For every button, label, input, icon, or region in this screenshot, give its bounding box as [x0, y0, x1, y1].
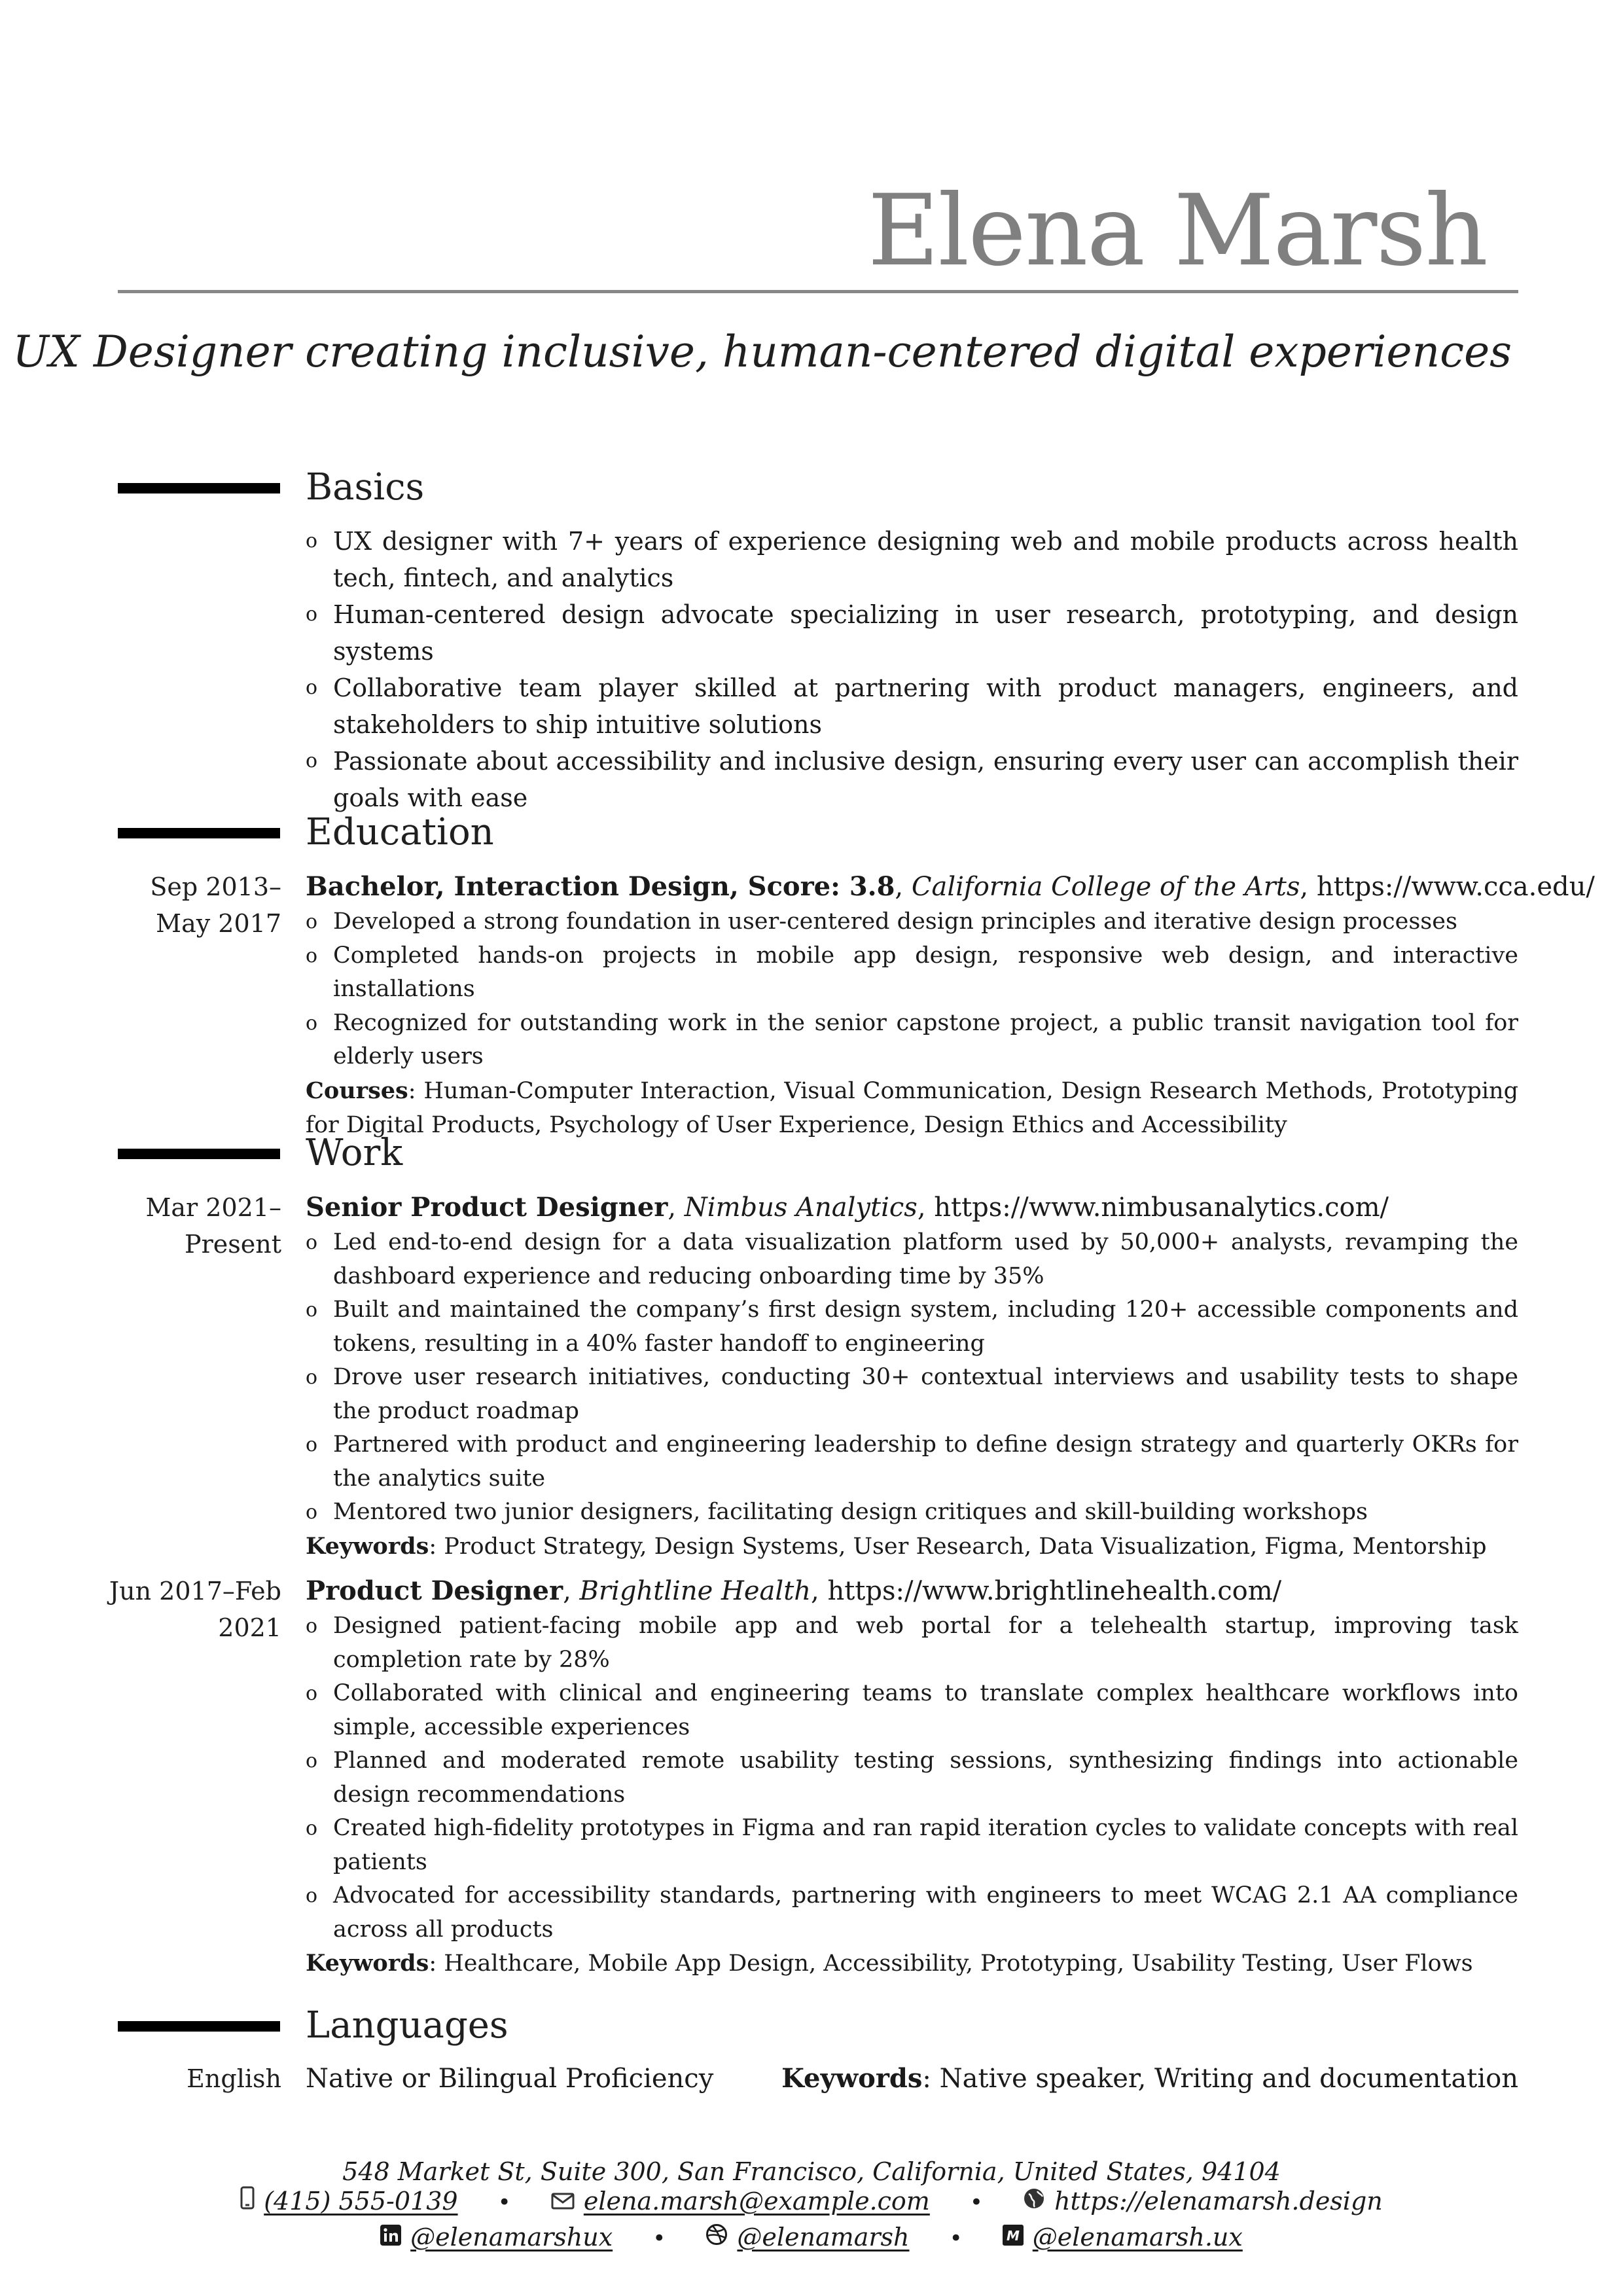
company-url[interactable]: https://www.brightlinehealth.com/: [827, 1576, 1282, 1606]
work-highlights: [306, 1609, 1518, 1946]
header-divider: [118, 290, 1518, 293]
language-fluency: Native or Bilingual Proficiency: [306, 2064, 714, 2094]
language-name: English: [187, 2064, 281, 2093]
envelope-icon: [551, 2187, 575, 2215]
globe-icon: [1023, 2187, 1045, 2215]
section-title-basics: Basics: [306, 466, 425, 509]
list-item: o Planned and moderated remote usability testing sessions, synthesizing findings into actionable design recommendations: [306, 1748, 1518, 1808]
linkedin-link[interactable]: @elenamarshux: [380, 2223, 613, 2251]
list-item: o Collaborated with clinical and engineering teams to translate complex healthcare workflows into simple, accessible experiences: [306, 1680, 1518, 1740]
list-item: o Mentored two junior designers, facilitating design critiques and skill-building workshops: [306, 1499, 1368, 1525]
list-item: o Collaborative team player skilled at partnering with product managers, engineers, and stakeholders to ship intuitive solutions: [306, 673, 1518, 739]
list-item: o Drove user research initiatives, conducting 30+ contextual interviews and usability tests to shape the product roadmap: [306, 1364, 1518, 1424]
section-title-languages: Languages: [306, 2004, 508, 2047]
candidate-name: Elena Marsh: [867, 174, 1487, 288]
work-heading: Senior Product Designer, Nimbus Analytics, https://www.nimbusanalytics.com/: [306, 1192, 1389, 1223]
work-keywords: Keywords: Healthcare, Mobile App Design, Accessibility, Prototyping, Usability Testing, User Flows: [306, 1950, 1473, 1977]
section-bar: [118, 483, 280, 493]
website-link[interactable]: https://elenamarsh.design: [1023, 2187, 1383, 2215]
list-item: o Designed patient-facing mobile app and web portal for a telehealth startup, improving task completion rate by 28%: [306, 1613, 1518, 1673]
list-item: o Developed a strong foundation in user-centered design principles and iterative design processes: [306, 908, 1457, 935]
dribbble-icon: [705, 2223, 728, 2251]
list-item: o Partnered with product and engineering leadership to define design strategy and quarterly OKRs for the analytics suite: [306, 1431, 1518, 1492]
education-heading: Bachelor, Interaction Design, Score: 3.8, California College of the Arts, https://www.cca.edu/: [306, 871, 1595, 902]
list-item: o Passionate about accessibility and inclusive design, ensuring every user can accomplish their goals with ease: [306, 747, 1518, 812]
section-bar: [118, 1149, 280, 1159]
medium-icon: [1003, 2223, 1024, 2251]
section-title-work: Work: [306, 1132, 403, 1174]
list-item: o Completed hands-on projects in mobile app design, responsive web design, and interactive installations: [306, 942, 1518, 1002]
separator-dot: •: [497, 2189, 511, 2215]
list-item: o Advocated for accessibility standards, partnering with engineers to meet WCAG 2.1 AA compliance across all products: [306, 1882, 1518, 1943]
work-entry: [306, 1573, 1518, 1981]
dribbble-link[interactable]: @elenamarsh: [705, 2223, 909, 2251]
email-link[interactable]: elena.marsh@example.com: [551, 2187, 930, 2215]
list-item: o UX designer with 7+ years of experience designing web and mobile products across health tech, fintech, and analytics: [306, 527, 1518, 592]
phone-link[interactable]: (415) 555-0139: [240, 2186, 457, 2215]
list-item: o Created high-fidelity prototypes in Figma and ran rapid iteration cycles to validate concepts with real patients: [306, 1815, 1518, 1875]
language-keywords: Keywords: Native speaker, Writing and documentation: [781, 2063, 1518, 2094]
separator-dot: •: [949, 2225, 963, 2251]
contact-row: [0, 2186, 1623, 2215]
medium-link[interactable]: M @elenamarsh.ux: [1003, 2223, 1243, 2251]
svg-text:M: M: [1006, 2228, 1020, 2244]
section-title-education: Education: [306, 811, 494, 853]
education-url[interactable]: https://www.cca.edu/: [1316, 872, 1595, 902]
basics-list: [306, 523, 1518, 816]
list-item: o Human-centered design advocate specializing in user research, prototyping, and design systems: [306, 600, 1518, 666]
linkedin-icon: [380, 2223, 401, 2251]
list-item: o Recognized for outstanding work in the senior capstone project, a public transit navigation tool for elderly users: [306, 1009, 1518, 1069]
tagline: UX Designer creating inclusive, human-centered digital experiences: [12, 327, 1512, 377]
separator-dot: •: [969, 2189, 983, 2215]
work-entry: [306, 1189, 1518, 1564]
work-dates: Jun 2017–Feb 2021: [109, 1577, 281, 1642]
section-bar: [118, 828, 280, 838]
work-keywords: Keywords: Product Strategy, Design Systems, User Research, Data Visualization, Figma, Mentorship: [306, 1532, 1487, 1560]
address: 548 Market St, Suite 300, San Francisco, California, United States, 94104: [342, 2157, 1281, 2186]
work-dates: Mar 2021– Present: [145, 1193, 281, 1259]
work-heading: Product Designer, Brightline Health, https://www.brightlinehealth.com/: [306, 1575, 1282, 1606]
phone-icon: [240, 2186, 255, 2215]
section-bar: [118, 2021, 280, 2032]
education-courses: Courses: Human-Computer Interaction, Visual Communication, Design Research Methods, Prototyping for Digital Products, Psychology of User Experience, Design Ethics and Accessibility: [306, 1077, 1518, 1138]
work-highlights: [306, 1226, 1518, 1530]
separator-dot: •: [652, 2225, 666, 2251]
list-item: o Built and maintained the company’s first design system, including 120+ accessible components and tokens, resulting in a 40% faster handoff to engineering: [306, 1297, 1518, 1357]
education-highlights: [306, 905, 1518, 1074]
company-url[interactable]: https://www.nimbusanalytics.com/: [934, 1193, 1389, 1223]
list-item: o Led end-to-end design for a data visualization platform used by 50,000+ analysts, revamping the dashboard experience and reducing onboarding time by 35%: [306, 1229, 1518, 1289]
education-dates: Sep 2013– May 2017: [150, 872, 281, 938]
social-row: [0, 2223, 1623, 2251]
